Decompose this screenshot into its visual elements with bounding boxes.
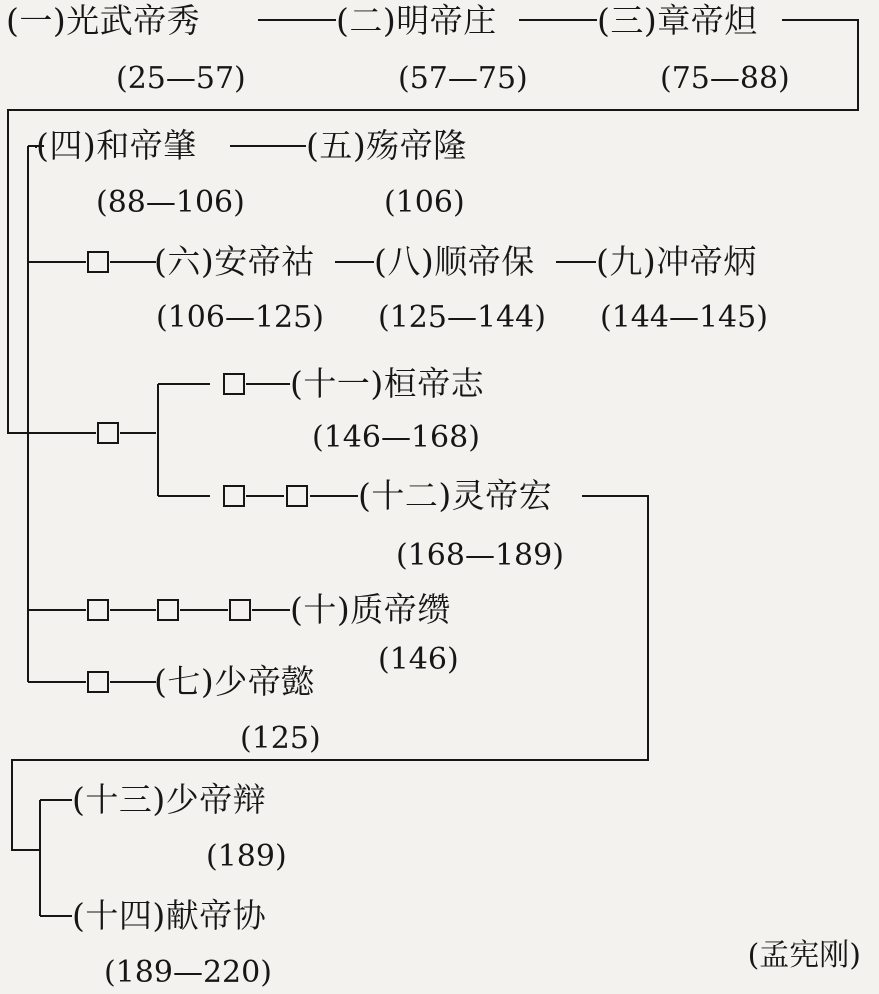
ruler-years-shaodi-bian: (189) bbox=[206, 839, 287, 874]
ruler-years-he: (88—106) bbox=[96, 185, 245, 220]
ruler-years-ming: (57—75) bbox=[398, 61, 528, 96]
ruler-name-an: (六)安帝祜 bbox=[154, 242, 315, 281]
ruler-name-he: (四)和帝肇 bbox=[36, 126, 197, 165]
ruler-years-shun: (125—144) bbox=[378, 300, 546, 335]
ruler-name-zhi: (十)质帝缵 bbox=[290, 590, 451, 629]
ruler-name-shaodi-bian: (十三)少帝辩 bbox=[72, 780, 267, 819]
ruler-name-shang: (五)殇帝隆 bbox=[306, 126, 467, 165]
ancestor-box bbox=[229, 599, 251, 621]
ancestor-box bbox=[157, 599, 179, 621]
ruler-years-chong: (144—145) bbox=[600, 300, 768, 335]
ruler-years-an: (106—125) bbox=[156, 300, 324, 335]
ancestor-box bbox=[87, 599, 109, 621]
ruler-name-ming: (二)明帝庄 bbox=[336, 1, 497, 40]
ruler-name-zhang: (三)章帝炟 bbox=[597, 1, 758, 40]
ruler-years-huan: (146—168) bbox=[312, 420, 480, 455]
ruler-years-shang: (106) bbox=[384, 185, 465, 220]
ruler-years-shaodi-yi: (125) bbox=[240, 721, 321, 756]
ruler-years-guangwu: (25—57) bbox=[116, 61, 246, 96]
ancestor-box bbox=[87, 671, 109, 693]
ruler-years-zhang: (75—88) bbox=[660, 61, 790, 96]
ruler-name-chong: (九)冲帝炳 bbox=[596, 242, 757, 281]
ancestor-box bbox=[87, 251, 109, 273]
ancestor-box bbox=[97, 422, 119, 444]
author-credit: (孟宪刚) bbox=[747, 938, 861, 973]
ruler-name-xian: (十四)献帝协 bbox=[72, 896, 267, 935]
ancestor-box bbox=[223, 485, 245, 507]
ruler-years-xian: (189—220) bbox=[104, 955, 272, 990]
ruler-years-ling: (168—189) bbox=[396, 538, 564, 573]
ruler-name-guangwu: (一)光武帝秀 bbox=[6, 1, 201, 40]
ruler-name-shun: (八)顺帝保 bbox=[374, 242, 535, 281]
ancestor-box bbox=[223, 373, 245, 395]
ruler-name-ling: (十二)灵帝宏 bbox=[358, 476, 553, 515]
ancestor-box bbox=[286, 485, 308, 507]
ruler-years-zhi: (146) bbox=[378, 642, 459, 677]
ruler-name-shaodi-yi: (七)少帝懿 bbox=[154, 662, 315, 701]
ruler-name-huan: (十一)桓帝志 bbox=[290, 364, 485, 403]
